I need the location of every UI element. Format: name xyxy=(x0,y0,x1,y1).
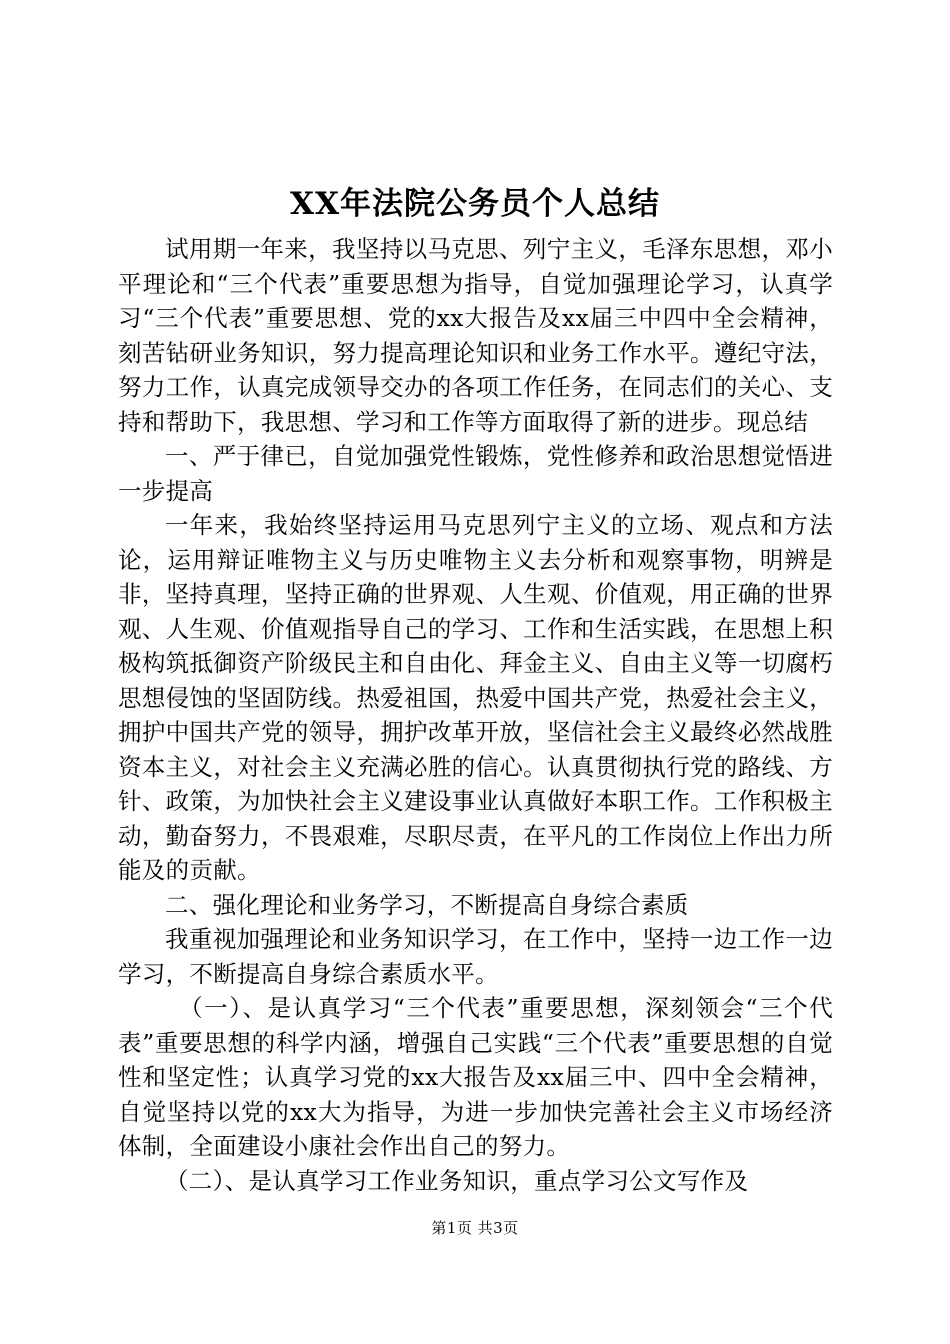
paragraph-section-2: 我重视加强理论和业务知识学习，在工作中，坚持一边工作一边学习，不断提高自身综合素质水平。 xyxy=(118,925,833,988)
section-heading-1: 一、严于律已，自觉加强党性锻炼，党性修养和政治思想觉悟进一步提高 xyxy=(118,442,833,505)
paragraph-section-1: 一年来，我始终坚持运用马克思列宁主义的立场、观点和方法论，运用辩证唯物主义与历史唯物主义去分析和观察事物，明辨是非，坚持真理，坚持正确的世界观、人生观、价值观，用正确的世界观、人生观、价值观指导自己的学习、工作和生活实践，在思想上积极构筑抵御资产阶级民主和自由化、拜金主义、自由主义等一切腐朽思想侵蚀的坚固防线。热爱祖国，热爱中国共产党，热爱社会主义，拥护中国共产党的领导，拥护改革开放，坚信社会主义最终必然战胜资本主义，对社会主义充满必胜的信心。认真贯彻执行党的路线、方针、政策，为加快社会主义建设事业认真做好本职工作。工作积极主动，勤奋努力，不畏艰难，尽职尽责，在平凡的工作岗位上作出力所能及的贡献。 xyxy=(118,511,833,884)
section-heading-2: 二、强化理论和业务学习，不断提高自身综合素质 xyxy=(165,890,689,919)
document-body xyxy=(118,232,833,1198)
paragraph-item-2: （二）、是认真学习工作业务知识，重点学习公文写作及 xyxy=(165,1166,749,1195)
document-title: XX年法院公务员个人总结 xyxy=(289,186,661,222)
paragraph-intro: 试用期一年来，我坚持以马克思、列宁主义，毛泽东思想，邓小平理论和“三个代表”重要思想为指导，自觉加强理论学习，认真学习“三个代表”重要思想、党的xx大报告及xx届三中四中全会精神，刻苦钻研业务知识，努力提高理论知识和业务工作水平。遵纪守法，努力工作，认真完成领导交办的各项工作任务，在同志们的关心、支持和帮助下，我思想、学习和工作等方面取得了新的进步。现总结 xyxy=(118,235,833,436)
paragraph-item-1: （一）、是认真学习“三个代表”重要思想，深刻领会“三个代表”重要思想的科学内涵，增强自己实践“三个代表”重要思想的自觉性和坚定性；认真学习党的xx大报告及xx届三中、四中全会精神，自觉坚持以党的xx大为指导，为进一步加快完善社会主义市场经济体制，全面建设小康社会作出自己的努力。 xyxy=(118,994,833,1160)
page-number-footer: 第1页 共3页 xyxy=(431,1219,519,1237)
